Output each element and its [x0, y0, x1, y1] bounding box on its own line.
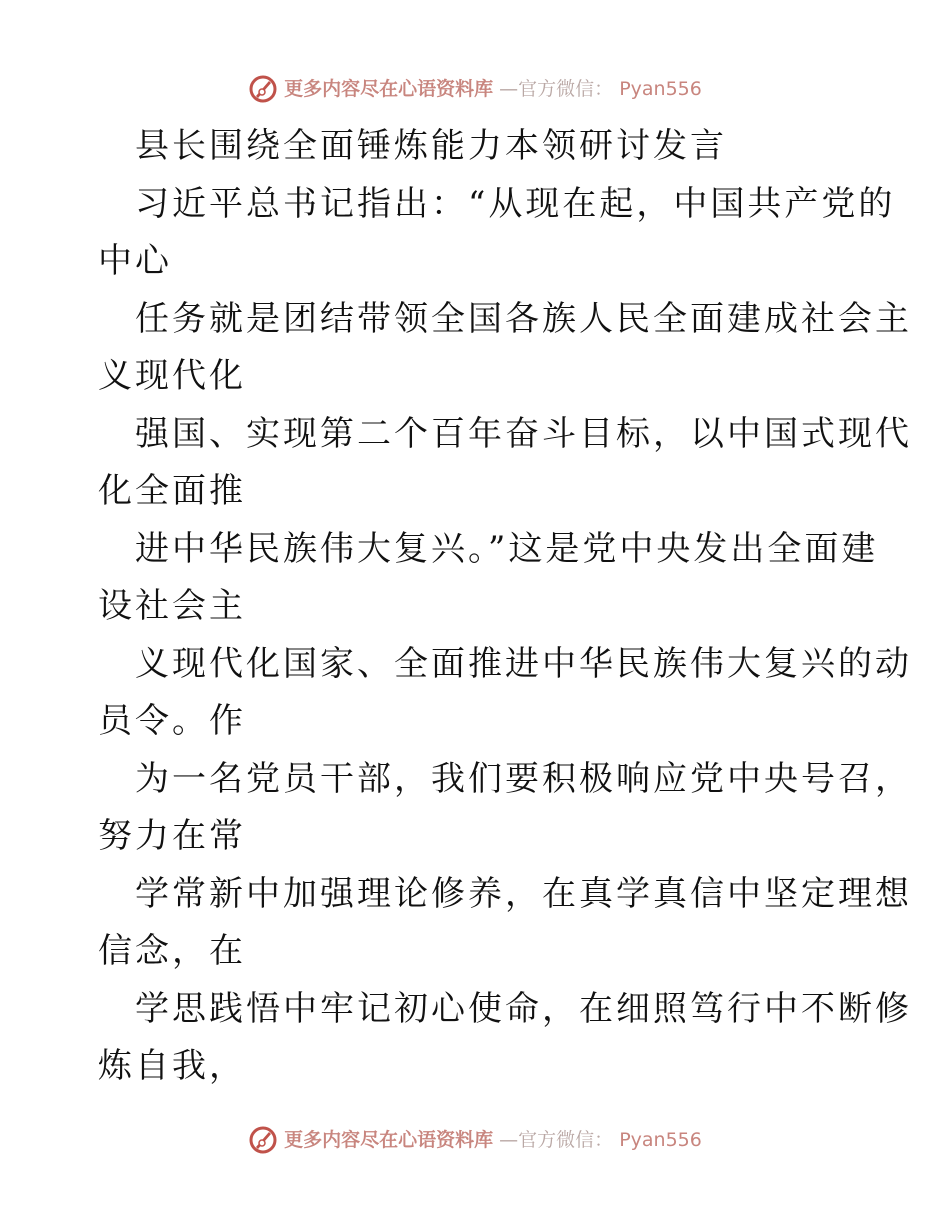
text-line: 强国、实现第二个百年奋斗目标，以中国式现代 — [135, 413, 912, 454]
document-title: 县长围绕全面锤炼能力本领研讨发言 — [135, 126, 727, 166]
text-line: 员令。作 — [98, 701, 246, 741]
text-line: 设社会主 — [98, 586, 246, 626]
watermark-text-wechat-label: —官方微信： — [499, 1129, 614, 1151]
text-line: 学思践悟中牢记初心使命，在细照笃行中不断修 — [135, 988, 912, 1029]
watermark-text-wechat-label: —官方微信： — [499, 78, 614, 100]
watermark-text-wechat-id: Pyan556 — [619, 1129, 702, 1151]
text-line: 学常新中加强理论修养，在真学真信中坚定理想 — [135, 873, 912, 914]
text-line: 习近平总书记指出：“从现在起，中国共产党的 — [135, 183, 896, 224]
text-line: 义现代化国家、全面推进中华民族伟大复兴的动 — [135, 643, 912, 684]
quill-seal-icon — [248, 74, 278, 104]
watermark-text-library: 更多内容尽在心语资料库 — [284, 1129, 494, 1151]
watermark-text-library: 更多内容尽在心语资料库 — [284, 78, 494, 100]
header-watermark — [0, 74, 950, 104]
text-line: 努力在常 — [98, 816, 246, 856]
text-line: 进中华民族伟大复兴。”这是党中央发出全面建 — [135, 528, 879, 569]
text-line: 任务就是团结带领全国各族人民全面建成社会主 — [135, 298, 912, 339]
text-line: 信念，在 — [98, 931, 246, 971]
quill-seal-icon — [248, 1125, 278, 1155]
footer-watermark — [0, 1125, 950, 1155]
text-line: 义现代化 — [98, 356, 246, 396]
watermark-text-wechat-id: Pyan556 — [619, 78, 702, 100]
text-line: 炼自我， — [98, 1046, 246, 1086]
document-body — [98, 118, 912, 1096]
text-line: 中心 — [98, 241, 172, 281]
text-line: 化全面推 — [98, 471, 246, 511]
text-line: 为一名党员干部，我们要积极响应党中央号召， — [135, 758, 912, 799]
